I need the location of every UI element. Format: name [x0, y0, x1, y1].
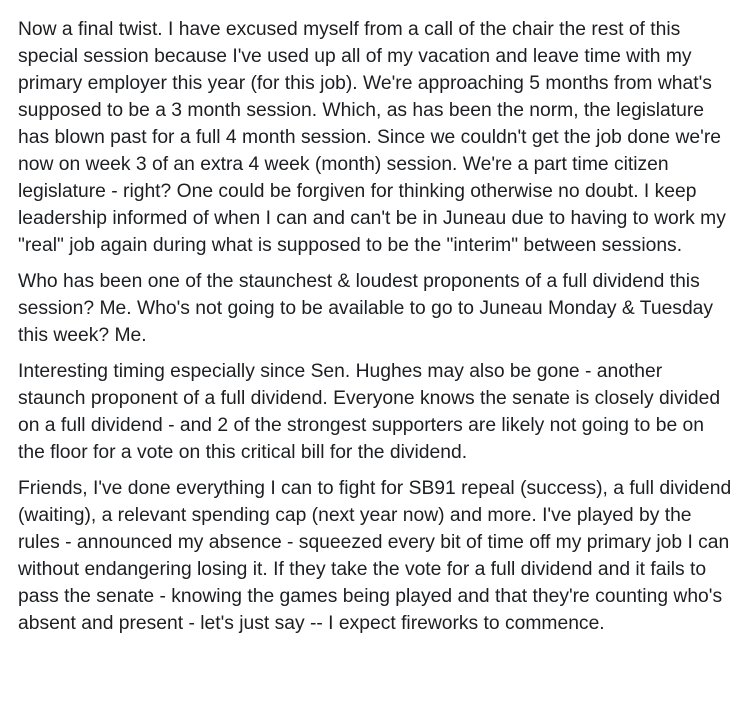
clipped-previous-line	[18, 0, 645, 9]
post-paragraph-1: Now a final twist. I have excused myself from a call of the chair the rest of this special session because I've used up all of my vacation and leave time with my primary employer this year (for this job). We're approaching 5 months from what's supposed to be a 3 month session. Which, as has been the norm, the legislature has blown past for a full 4 month session. Since we couldn't get the job done we're now on week 3 of an extra 4 week (month) session. We're a part time citizen legislature - right? One could be forgiven for thinking otherwise no doubt. I keep leadership informed of when I can and can't be in Juneau due to having to work my "real" job again during what is supposed to be the "interim" between sessions.	[18, 19, 726, 256]
post-paragraph-3: Interesting timing especially since Sen. Hughes may also be gone - another staunch proponent of a full dividend. Everyone knows the senate is closely divided on a full dividend - and 2 of the strongest supporters are likely not going to be on the floor for a vote on this critical bill for the dividend.	[18, 361, 721, 463]
post-paragraph-2: Who has been one of the staunchest & loudest proponents of a full dividend this session? Me. Who's not going to be available to go to Juneau Monday & Tuesday this week? Me.	[18, 271, 714, 346]
post-paragraph-4: Friends, I've done everything I can to fight for SB91 repeal (success), a full dividend (waiting), a relevant spending cap (next year now) and more. I've played by the rules - announced my absence - squeezed every bit of time off my primary job I can without endangering losing it. If they take the vote for a full dividend and it fails to pass the senate - knowing the games being played and that they're counting who's absent and present - let's just say -- I expect fireworks to commence.	[18, 478, 732, 634]
